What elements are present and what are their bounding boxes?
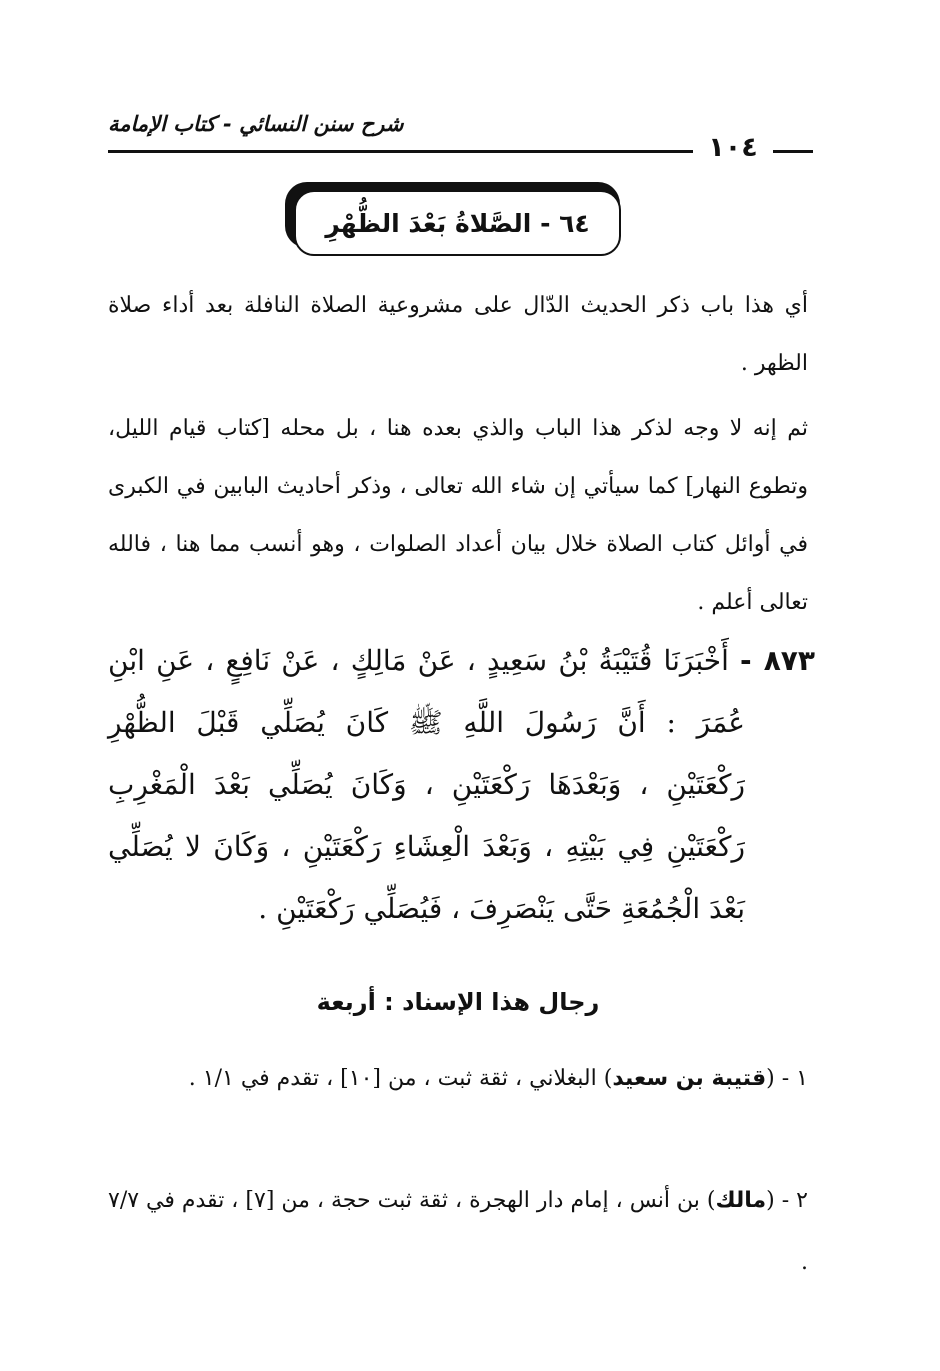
page-number-dash (773, 150, 813, 153)
running-title: شرح سنن النسائي - كتاب الإمامة (108, 112, 404, 136)
commentary-paragraph-1: أي هذا باب ذكر الحديث الدّال على مشروعية الصلاة النافلة بعد أداء صلاة الظهر . (108, 293, 808, 376)
chapter-title (325, 209, 589, 238)
section-heading: رجال هذا الإسناد : أربعة (316, 988, 600, 1016)
narrator-name: قتيبة بن سعيد (612, 1066, 767, 1091)
hadith-text (108, 630, 815, 940)
chapter-number: ٦٤ - (540, 208, 590, 238)
narrator-entry-1: ١ - (قتيبة بن سعيد) البغلاني ، ثقة ثبت ، من [١٠] ، تقدم في ١/١ . (188, 1066, 808, 1091)
hadith-line-4: رَكْعَتَيْنِ فِي بَيْتِهِ ، وَبَعْدَ الْعِشَاءِ رَكْعَتَيْنِ ، وَكَانَ لا يُصَلِّي (108, 830, 745, 863)
header-rule (108, 150, 693, 153)
hadith-line-3: رَكْعَتَيْنِ ، وَبَعْدَهَا رَكْعَتَيْنِ ، وَكَانَ يُصَلِّي بَعْدَ الْمَغْرِبِ (108, 768, 745, 801)
hadith-line-2: عُمَرَ : أَنَّ رَسُولَ اللَّهِ ﷺ كَانَ يُصَلِّي قَبْلَ الظُّهْرِ (108, 706, 745, 739)
narrator-name: مالك (715, 1188, 767, 1213)
hadith-line-1: ٨٧٣ - أَخْبَرَنَا قُتَيْبَةُ بْنُ سَعِيدٍ ، عَنْ مَالِكٍ ، عَنْ نَافِعٍ ، عَنِ ابْنِ (108, 644, 815, 677)
page-number: ١٠٤ (708, 132, 758, 163)
hadith-number: ٨٧٣ - (740, 644, 815, 677)
chapter-heading-box (294, 190, 621, 256)
commentary-paragraph-2: ثم إنه لا وجه لذكر هذا الباب والذي بعده هنا ، بل محله [كتاب قيام الليل، وتطوع النهار] كما سيأتي إن شاء الله تعالى ، وذكر أحاديث البابين في الكبرى في أوائل كتاب الصلاة خلال بيان أعداد الصلوات ، وهو أنسب مما هنا ، فالله تعالى أعلم . (108, 416, 808, 615)
chapter-name: الصَّلاةُ بَعْدَ الظُّهْرِ (325, 208, 532, 238)
narrator-entry-2: ٢ - (مالك) بن أنس ، إمام دار الهجرة ، ثقة ثبت حجة ، من [٧] ، تقدم في ٧/٧ . (108, 1188, 808, 1275)
hadith-line-5: بَعْدَ الْجُمُعَةِ حَتَّى يَنْصَرِفَ ، فَيُصَلِّي رَكْعَتَيْنِ . (258, 892, 745, 925)
